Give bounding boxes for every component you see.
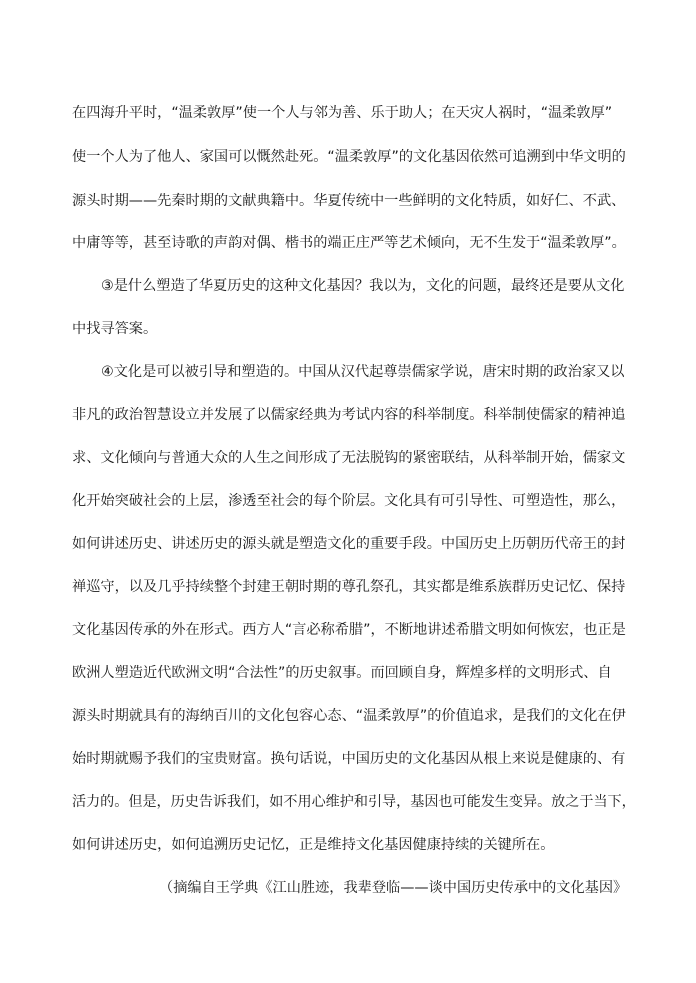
paragraph-line: 欧洲人塑造近代欧洲文明“合法性”的历史叙事。而回顾自身，辉煌多样的文明形式、自 <box>72 665 612 681</box>
paragraph-line: 非凡的政治智慧设立并发展了以儒家经典为考试内容的科举制度。科举制使儒家的精神追 <box>72 407 626 423</box>
paragraph-line: 化开始突破社会的上层，渗透至社会的每个阶层。文化具有可引导性、可塑造性，那么， <box>72 493 626 509</box>
paragraph-line: ③是什么塑造了华夏历史的这种文化基因？我以为，文化的问题，最终还是要从文化 <box>101 278 625 294</box>
paragraph-line: 源头时期——先秦时期的文献典籍中。华夏传统中一些鲜明的文化特质，如好仁、不武、 <box>72 193 626 209</box>
paragraph-line: 求、文化倾向与普通大众的人生之间形成了无法脱钩的紧密联结，从科举制开始，儒家文 <box>72 450 626 466</box>
paragraph-line: 中找寻答案。 <box>72 321 158 337</box>
paragraph-line: 中庸等等，甚至诗歌的声韵对偶、楷书的端正庄严等艺术倾向，无不生发于“温柔敦厚”。 <box>72 235 626 251</box>
paragraph-line: 禅巡守，以及几乎持续整个封建王朝时期的尊孔祭孔，其实都是维系族群历史记忆、保持 <box>72 579 626 595</box>
paragraph-line: 活力的。但是，历史告诉我们，如不用心维护和引导，基因也可能发生变异。放之于当下， <box>72 794 636 810</box>
paragraph-line: 如何讲述历史、讲述历史的源头就是塑造文化的重要手段。中国历史上历朝历代帝王的封 <box>72 536 626 552</box>
paragraph-line: 文化基因传承的外在形式。西方人“言必称希腊”，不断地讲述希腊文明如何恢宏，也正是 <box>72 622 626 638</box>
paragraph-line: 始时期就赐予我们的宝贵财富。换句话说，中国历史的文化基因从根上来说是健康的、有 <box>72 751 626 767</box>
paragraph-line: 如何讲述历史，如何追溯历史记忆，正是维持文化基因健康持续的关键所在。 <box>72 837 555 853</box>
paragraph-line: 在四海升平时，“温柔敦厚”使一个人与邻为善、乐于助人；在天灾人祸时，“温柔敦厚” <box>72 105 613 121</box>
source-citation: （摘编自王学典《江山胜迹，我辈登临——谈中国历史传承中的文化基因》 <box>159 880 628 896</box>
paragraph-line: ④文化是可以被引导和塑造的。中国从汉代起尊崇儒家学说，唐宋时期的政治家又以 <box>101 364 625 380</box>
paragraph-line: 使一个人为了他人、家国可以慨然赴死。“温柔敦厚”的文化基因依然可追溯到中华文明的 <box>72 149 626 165</box>
paragraph-line: 源头时期就具有的海纳百川的文化包容心态、“温柔敦厚”的价值追求，是我们的文化在伊 <box>72 708 626 724</box>
